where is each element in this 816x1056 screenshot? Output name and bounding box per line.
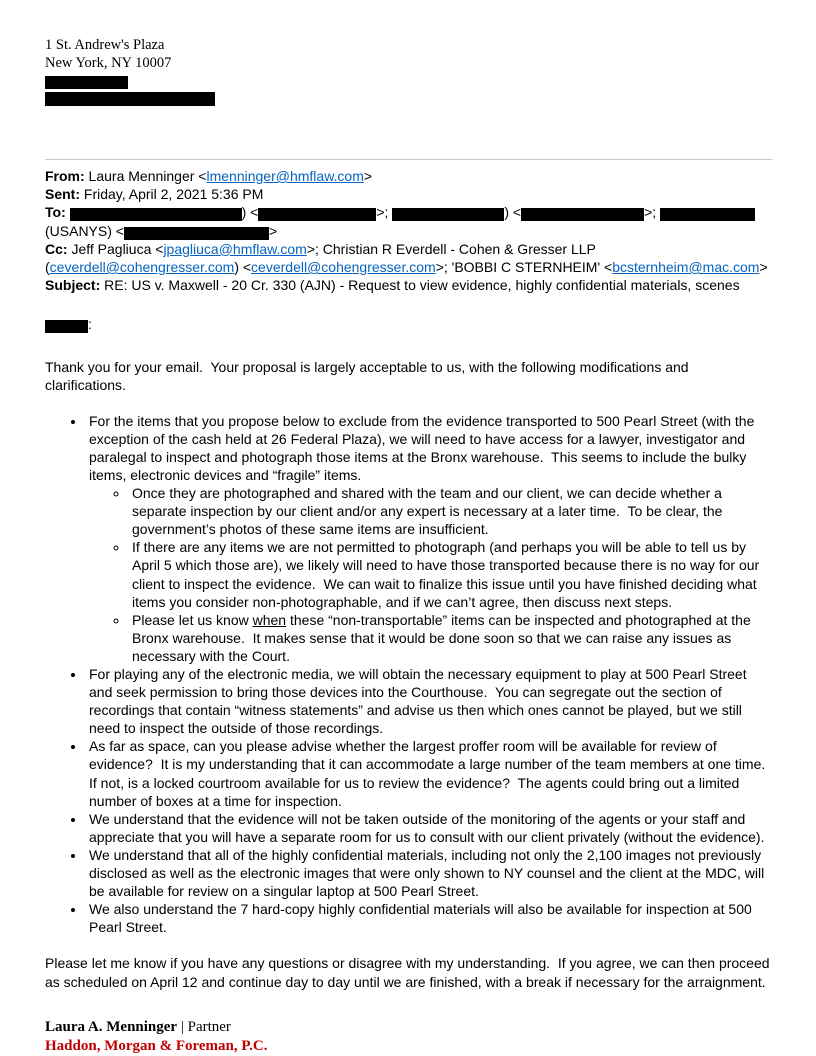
signature-name: Laura A. Menninger (45, 1018, 178, 1035)
subject-line (45, 276, 772, 294)
from-name: Laura Menninger < (84, 168, 207, 184)
signature-name-line: Laura A. Menninger | Partner (45, 1018, 231, 1035)
cc-label: Cc: (45, 240, 68, 257)
redaction-bar (70, 208, 242, 221)
closing-paragraph: Please let me know if you have any questions or disagree with my understanding. If you agree, we can then proceed as scheduled on April 12 and continue day to day until we are finished, with a break if necessary for the arraignment. (45, 955, 774, 990)
signature-title: Partner (187, 1018, 231, 1035)
list-item: • We understand that the evidence will not be taken outside of the monitoring of the agents or your staff and appreciate that you will have a separate room for us to consult with our client privately (without the evidence). (86, 810, 772, 846)
sent-label: Sent: (45, 186, 80, 203)
to-label: To: (45, 204, 66, 221)
to-usanys-text: (USANYS) < (45, 204, 759, 239)
header-divider (45, 159, 772, 160)
redaction-bar (45, 92, 215, 106)
signature-block (45, 1018, 772, 1056)
list-item: • As far as space, can you please advise whether the largest proffer room will be available for review of evidence? It is my understanding that it can accommodate a large number of the team members at one time. If not, is a locked courtroom available for us to review the evidence? The agents could bring out a limited number of boxes at a time for inspection. (86, 737, 772, 809)
list-item: ◦ Please let us know when these “non-transportable” items can be inspected and photographed at the Bronx warehouse. It makes sense that it would be done soon so that we can raise any issues as necessary with the Court. (129, 611, 772, 665)
email-header (45, 167, 772, 294)
letterhead (45, 37, 772, 106)
email-body (45, 315, 772, 1055)
list-item: • For the items that you propose below to exclude from the evidence transported to 500 Pearl Street (with the exception of the cash held at 26 Federal Plaza), we will need to have access for a lawyer, investigator and paralegal to inspect and photograph those items at the Bronx warehouse. This seems to include the bulky items, electronic devices and “fragile” items. ◦ Once they are photographed and shared with the team and our client, we can decide whether a separate inspection by our client and/or any expert is necessary at a later time. To be clear, the government’s photos of these same items are insufficient. ◦ If there are any items we are not permitted to photograph (and perhaps you will be able to tell us by April 5 which those are), we likely will need to have those transported because there is no way for our client to inspect the evidence. We can wait to finalize this issue until you have finished deciding what items you consider non-photographable, and if we can’t agree, then discuss next steps. ◦ Please let us know when these “non-transportable” items can be inspected and photographed at the Bronx warehouse. It makes sense that it would be done soon so that we can raise any issues as necessary with the Court. (86, 412, 772, 665)
redaction-bar (660, 208, 755, 221)
cc-email-link[interactable]: ceverdell@cohengresser.com (251, 259, 436, 276)
signature-firm: Haddon, Morgan & Foreman, P.C. (45, 1037, 268, 1054)
bullet-list (45, 412, 772, 937)
to-line: To: ) < >; ) < >; (USANYS) < > (45, 204, 759, 239)
cc-email-link[interactable]: ceverdell@cohengresser.com (49, 259, 235, 276)
subject-value: RE: US v. Maxwell - 20 Cr. 330 (AJN) - Request to view evidence, highly confidential materials, scenes (100, 277, 740, 294)
list-item: • For playing any of the electronic media, we will obtain the necessary equipment to play at 500 Pearl Street and seek permission to bring those devices into the Courthouse. You can segregate out the section of recordings that contain “witness statements” and advise us then which ones cannot be played, but we still need to inspect the outside of those recordings. (86, 665, 772, 737)
sent-value: Friday, April 2, 2021 5:36 PM (80, 186, 264, 203)
list-item: ◦ If there are any items we are not permitted to photograph (and perhaps you will be able to tell us by April 5 which those are), we likely will need to have those transported because there is no way for our client to inspect the evidence. We can wait to finalize this issue until you have finished deciding what items you consider non-photographable, and if we can’t agree, then discuss next steps. (129, 538, 772, 610)
sent-line (45, 185, 772, 203)
from-line: From: Laura Menninger <lmenninger@hmflaw.com> (45, 168, 373, 184)
subject-label: Subject: (45, 277, 101, 294)
from-label: From: (45, 168, 85, 184)
cc-email-link[interactable]: bcsternheim@mac.com (612, 259, 760, 276)
list-item: • We also understand the 7 hard-copy highly confidential materials will also be available for inspection at 500 Pearl Street. (86, 900, 772, 936)
sub-bullet-list (89, 484, 772, 665)
cc-line: Cc: Jeff Pagliuca <jpagliuca@hmflaw.com>; Christian R Everdell - Cohen & Gresser LLP (ceverdell@cohengresser.com) <ceverdell@cohengresser.com>; 'BOBBI C STERNHEIM' <bcsternheim@mac.com> (45, 240, 768, 276)
redaction-bar (521, 208, 644, 221)
letterhead-address-line1: 1 St. Andrew's Plaza (45, 37, 165, 53)
redaction-bar (45, 320, 88, 333)
intro-paragraph: Thank you for your email. Your proposal is largely acceptable to us, with the following modifications and clarifications. (45, 358, 693, 393)
cc-email-link[interactable]: jpagliuca@hmflaw.com (163, 240, 307, 257)
from-email-link[interactable]: lmenninger@hmflaw.com (206, 168, 364, 184)
salutation: : (45, 315, 772, 333)
redaction-bar (392, 208, 504, 221)
letterhead-address-line2: New York, NY 10007 (45, 54, 172, 71)
redaction-bar (45, 76, 128, 89)
list-item: ◦ Once they are photographed and shared with the team and our client, we can decide whether a separate inspection by our client and/or any expert is necessary at a later time. To be clear, the government’s photos of these same items are insufficient. (129, 484, 772, 538)
list-item: • We understand that all of the highly confidential materials, including not only the 2,100 images not previously disclosed as well as the electronic images that were only shown to NY counsel and the client at the MDC, will be available for review on a singular laptop at 500 Pearl Street. (86, 846, 772, 900)
underlined-word: when (252, 611, 287, 628)
redaction-bar (124, 227, 269, 240)
redaction-bar (258, 208, 376, 221)
